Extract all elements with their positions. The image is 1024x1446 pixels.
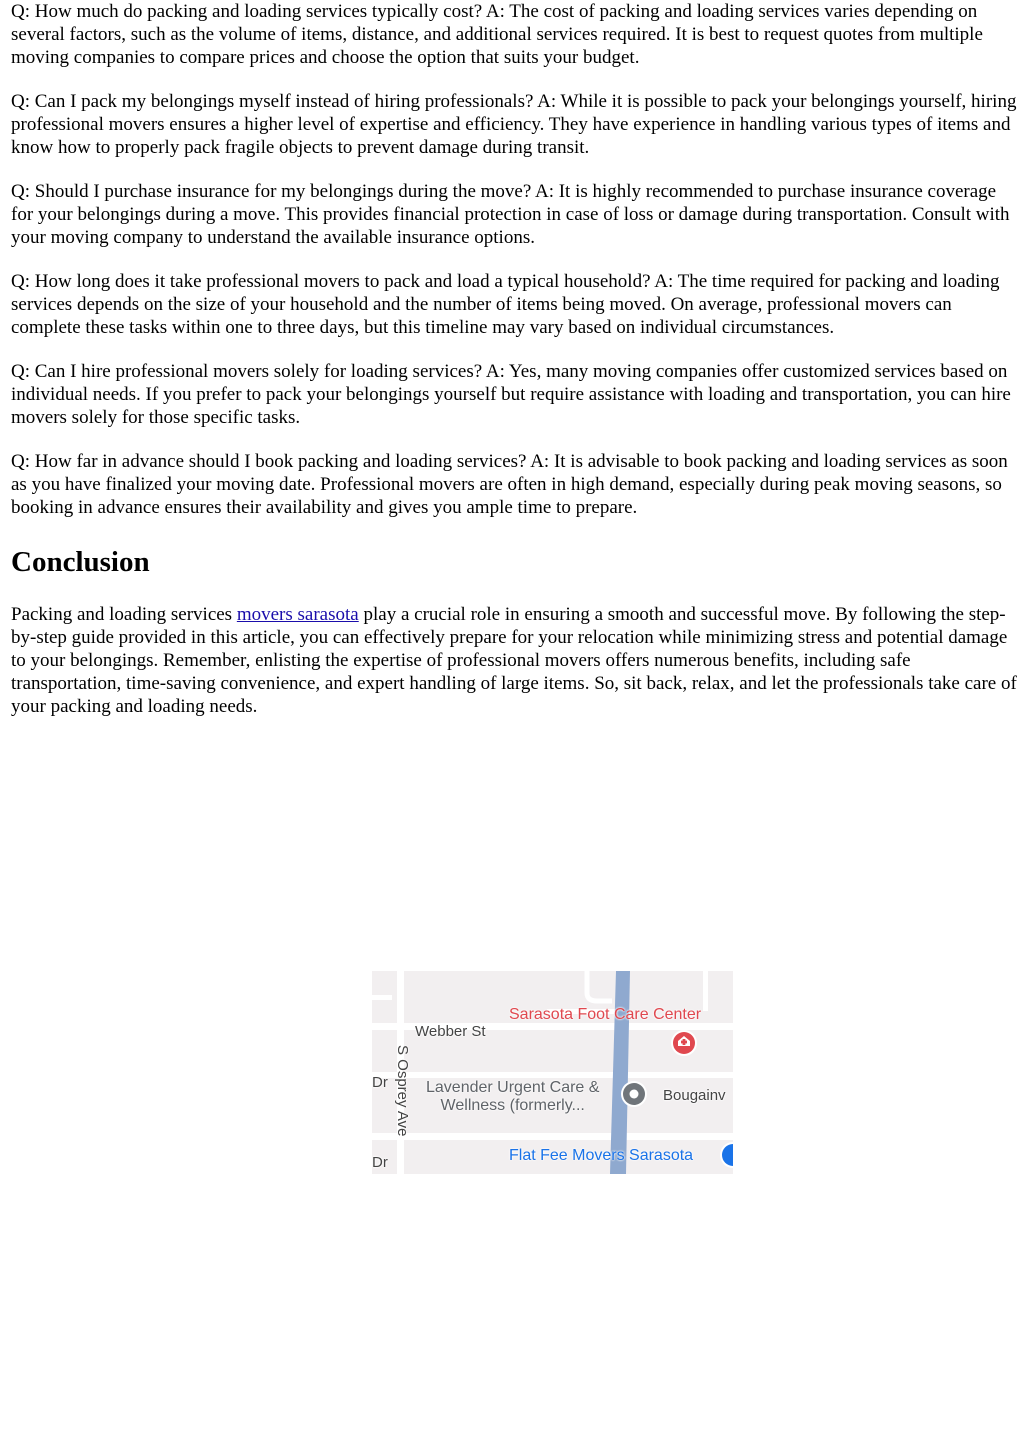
conclusion-text-end: play a crucial role in ensuring a smooth and successful move. By following the step-by-step guide provided in this article, you can effectively prepare for your relocation while minimizing stress and potential damage to your belongings. Remember, enlisting the expertise of professional movers offers numerous benefits, including safe transportation, time-saving convenience, and expert handling of large items. So, sit back, relax, and let the professionals take care of your packing and loading needs. [11,604,1017,717]
article-content [11,0,1017,739]
main-road [610,971,630,1174]
bougainv-label: Bougainv [663,1087,726,1104]
dr-bottom-label: Dr [372,1154,388,1171]
faq-item-booking: Q: How far in advance should I book packing and loading services? A: It is advisable to book packing and loading services as soon as you have finalized your moving date. Professional movers are often in high demand, especially during peak moving seasons, so booking in advance ensures their availability and gives you ample time to prepare. [11,451,1008,518]
place-pin-icon-dot [630,1090,639,1099]
movers-label[interactable]: Flat Fee Movers Sarasota [509,1147,694,1164]
dr-top-label: Dr [372,1074,388,1091]
foot-care-label[interactable]: Sarasota Foot Care Center [509,1006,702,1023]
conclusion-text-start: Packing and loading services [11,604,237,625]
side-road-right [703,971,708,1011]
osprey-ave-label: S Osprey Ave [394,1045,411,1137]
webber-st-label: Webber St [415,1023,486,1040]
cross-road-middle [372,1072,733,1078]
movers-sarasota-link[interactable]: movers sarasota [236,604,359,625]
faq-item-cost: Q: How much do packing and loading services typically cost? A: The cost of packing and loading services varies depending on several factors, such as the volume of items, distance, and additional services required. It is best to request quotes from multiple moving companies to compare prices and choose the option that suits your budget. [11,1,983,68]
urgent-care-label-line2: Wellness (formerly... [440,1097,585,1114]
urgent-care-label-line1: Lavender Urgent Care & [426,1079,600,1096]
faq-item-duration: Q: How long does it take professional movers to pack and load a typical household? A: The time required for packing and loading services depends on the size of your household and the number of items being moved. On average, professional movers can complete these tasks within one to three days, but this timeline may vary based on individual circumstances. [11,271,1000,338]
medical-pin-cross-h [681,1041,687,1044]
location-map[interactable] [372,971,733,1174]
faq-item-loading-only: Q: Can I hire professional movers solely for loading services? A: Yes, many moving companies offer customized services based on individual needs. If you prefer to pack your belongings yourself but require assistance with loading and transportation, you can hire movers solely for those specific tasks. [11,361,1011,428]
map-roads [372,971,733,1174]
side-road-top-left [372,995,392,1000]
cross-road-bottom [372,1133,733,1140]
urgent-care-label[interactable] [426,1079,599,1115]
side-road-top [587,971,612,1001]
conclusion-heading: Conclusion [11,546,150,578]
conclusion-paragraph [11,603,1017,718]
faq-item-insurance: Q: Should I purchase insurance for my belongings during the move? A: It is highly recommended to purchase insurance coverage for your belongings during a move. This provides financial protection in case of loss or damage during transportation. Consult with your moving company to understand the available insurance options. [11,181,1010,248]
faq-item-self-pack: Q: Can I pack my belongings myself instead of hiring professionals? A: While it is possible to pack your belongings yourself, hiring professional movers ensures a higher level of expertise and efficiency. They have experience in handling various types of items and know how to properly pack fragile objects to prevent damage during transit. [11,91,1017,158]
